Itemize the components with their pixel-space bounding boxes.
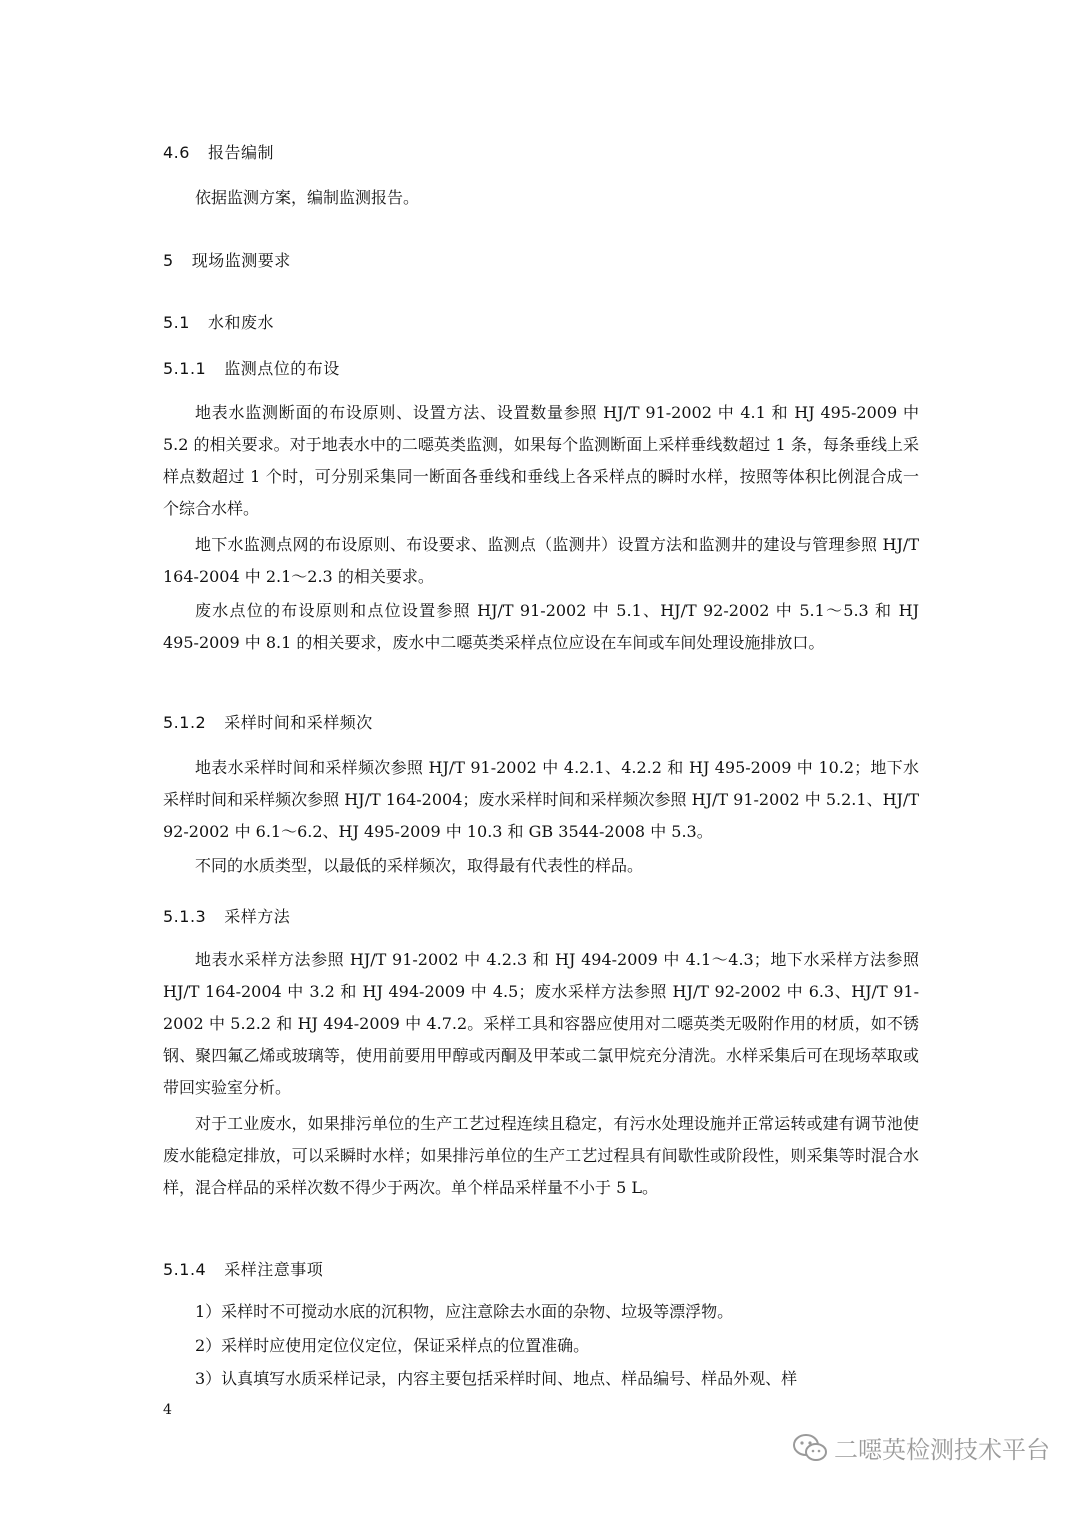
- list-item: 3）认真填写水质采样记录，内容主要包括采样时间、地点、样品编号、样品外观、样: [195, 1369, 798, 1388]
- watermark-text: 二噁英检测技术平台: [834, 1436, 1050, 1464]
- heading-5-1: 5.1 水和废水: [163, 313, 274, 332]
- paragraph: 地表水采样方法参照 HJ/T 91-2002 中 4.2.3 和 HJ 494-2009 中 4.1～4.3；地下水采样方法参照 HJ/T 164-2004 中 3.2 和 HJ 494-2009 中 4.5；废水采样方法参照 HJ/T 92-2002 中 6.3、HJ/T 91-2002 中 5.2.2 和 HJ 494-2009 中 4.7.2。采样工具和容器应使用对二噁英类无吸附作用的材质，如不锈钢、聚四氟乙烯或玻璃等，使用前要用甲醇或丙酮及甲苯或二氯甲烷充分清洗。水样采集后可在现场萃取或带回实验室分析。: [163, 950, 919, 1097]
- heading-5: 5 现场监测要求: [163, 251, 291, 270]
- heading-5-1-1: 5.1.1 监测点位的布设: [163, 359, 340, 378]
- paragraph: 对于工业废水，如果排污单位的生产工艺过程连续且稳定，有污水处理设施并正常运转或建有调节池使废水能稳定排放，可以采瞬时水样；如果排污单位的生产工艺过程具有间歇性或阶段性，则采集等时混合水样，混合样品的采样次数不得少于两次。单个样品采样量不小于 5 L。: [163, 1114, 919, 1197]
- paragraph: 地表水采样时间和采样频次参照 HJ/T 91-2002 中 4.2.1、4.2.2 和 HJ 495-2009 中 10.2；地下水采样时间和采样频次参照 HJ/T 164-2004；废水采样时间和采样频次参照 HJ/T 91-2002 中 5.2.1、HJ/T 92-2002 中 6.1～6.2、HJ 495-2009 中 10.3 和 GB 3544-2008 中 5.3。: [163, 758, 919, 841]
- list-item: 2）采样时应使用定位仪定位，保证采样点的位置准确。: [195, 1336, 590, 1355]
- list-item: 1）采样时不可搅动水底的沉积物，应注意除去水面的杂物、垃圾等漂浮物。: [195, 1302, 734, 1321]
- paragraph: 地表水监测断面的布设原则、设置方法、设置数量参照 HJ/T 91-2002 中 4.1 和 HJ 495-2009 中 5.2 的相关要求。对于地表水中的二噁英类监测，如果每个监测断面上采样垂线数超过 1 条，每条垂线上采样点数超过 1 个时，可分别采集同一断面各垂线和垂线上各采样点的瞬时水样，按照等体积比例混合成一个综合水样。: [163, 403, 919, 518]
- paragraph: 地下水监测点网的布设原则、布设要求、监测点（监测井）设置方法和监测井的建设与管理参照 HJ/T 164-2004 中 2.1～2.3 的相关要求。: [163, 535, 919, 586]
- heading-5-1-4: 5.1.4 采样注意事项: [163, 1260, 324, 1279]
- page-number: 4: [163, 1402, 172, 1418]
- heading-5-1-2: 5.1.2 采样时间和采样频次: [163, 713, 373, 732]
- paragraph: 废水点位的布设原则和点位设置参照 HJ/T 91-2002 中 5.1、HJ/T 92-2002 中 5.1～5.3 和 HJ 495-2009 中 8.1 的相关要求，废水中二噁英类采样点位应设在车间或车间处理设施排放口。: [163, 601, 919, 652]
- paragraph: 不同的水质类型，以最低的采样频次，取得最有代表性的样品。: [195, 856, 644, 875]
- wechat-icon: [792, 1433, 828, 1463]
- heading-4-6: 4.6 报告编制: [163, 143, 274, 162]
- paragraph: 依据监测方案，编制监测报告。: [195, 188, 420, 207]
- watermark: [792, 1430, 1050, 1465]
- heading-5-1-3: 5.1.3 采样方法: [163, 907, 291, 926]
